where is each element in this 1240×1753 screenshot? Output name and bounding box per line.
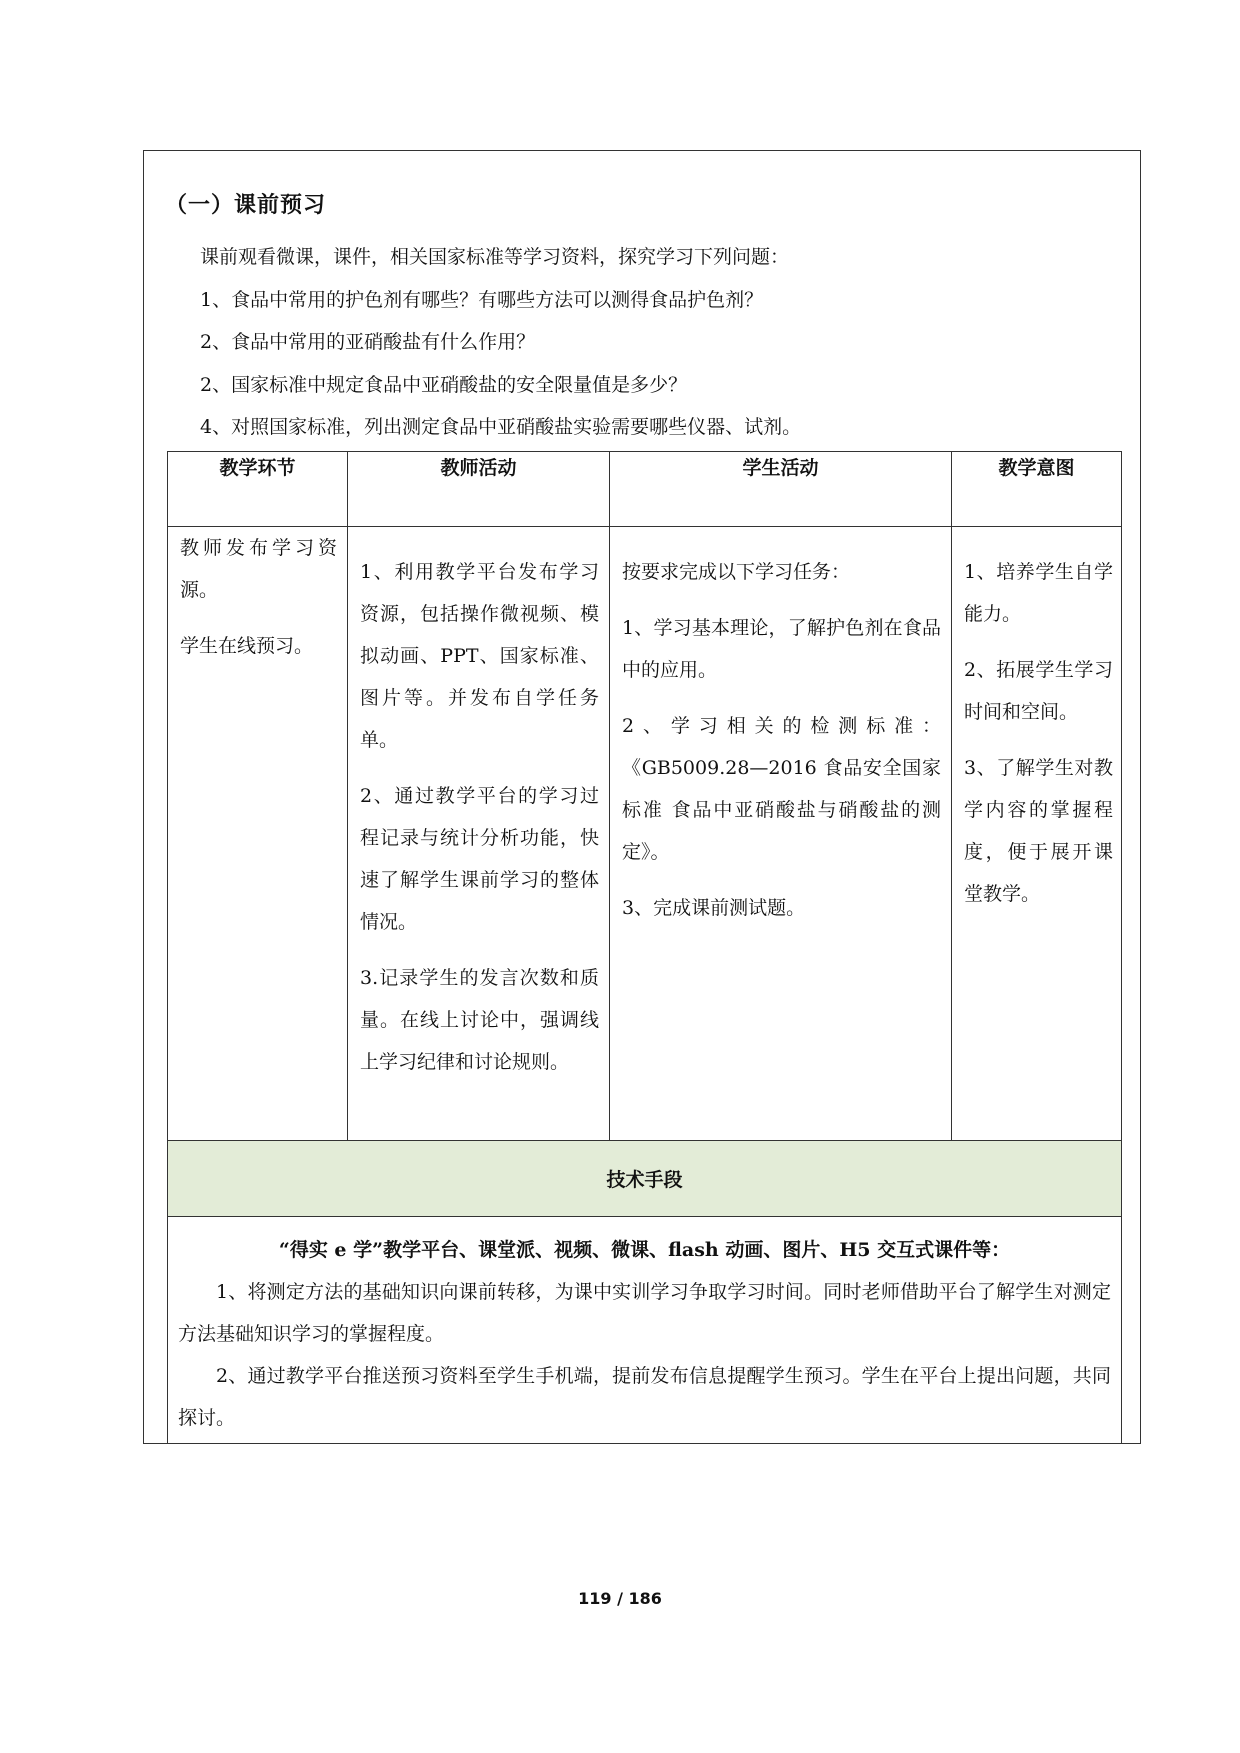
intro-text: 课前观看微课，课件，相关国家标准等学习资料，探究学习下列问题：: [200, 246, 790, 268]
question-item: 2、食品中常用的亚硝酸盐有什么作用？: [200, 331, 536, 353]
stage-text: 学生在线预习。: [180, 635, 314, 657]
tech-header-row: [168, 1141, 1122, 1217]
question-item: 2、国家标准中规定食品中亚硝酸盐的安全限量值是多少？: [200, 373, 688, 396]
teacher-activity-item: 3.记录学生的发言次数和质量。在线上讨论中，强调线上学习纪律和讨论规则。: [360, 967, 599, 1073]
student-activity-item: 3、完成课前测试题。: [622, 897, 806, 919]
stage-cell: [168, 527, 348, 1141]
teaching-intent-item: 1、培养学生自学能力。: [964, 561, 1113, 625]
tech-title: 技术手段: [168, 1141, 1122, 1217]
student-activity-item: 1、学习基本理论，了解护色剂在食品中的应用。: [622, 617, 941, 681]
header-student-activity: 学生活动: [610, 452, 952, 527]
teaching-intent-cell: [952, 527, 1122, 1141]
student-activity-item: 2、学习相关的检测标准：《GB5009.28—2016 食品安全国家标准 食品中亚硝酸盐与硝酸盐的测定》。: [622, 715, 941, 863]
page-number: 119 / 186: [578, 1589, 662, 1608]
tech-headline: “得实 e 学”教学平台、课堂派、视频、微课、flash 动画、图片、H5 交互式课件等：: [278, 1239, 1011, 1261]
teaching-intent-item: 2、拓展学生学习时间和空间。: [964, 659, 1113, 723]
question-item: 4、对照国家标准，列出测定食品中亚硝酸盐实验需要哪些仪器、试剂。: [200, 416, 802, 438]
preview-question-list: [200, 236, 801, 449]
teaching-plan-table: [167, 451, 1122, 1444]
tech-body-cell: [168, 1217, 1122, 1444]
header-stage: 教学环节: [168, 452, 348, 527]
tech-paragraph: 1、将测定方法的基础知识向课前转移，为课中实训学习争取学习时间。同时老师借助平台了解学生对测定方法基础知识学习的掌握程度。: [178, 1281, 1111, 1345]
teacher-activity-cell: [348, 527, 610, 1141]
student-activity-cell: [610, 527, 952, 1141]
teaching-intent-item: 3、了解学生对教学内容的掌握程度，便于展开课堂教学。: [964, 757, 1113, 905]
stage-text: 教师发布学习资源。: [180, 537, 337, 601]
question-item: 1、食品中常用的护色剂有哪些？有哪些方法可以测得食品护色剂？: [200, 288, 764, 311]
table-row: [168, 527, 1122, 1141]
section-title: （一）课前预习: [165, 193, 327, 218]
table-header-row: [168, 452, 1122, 527]
tech-paragraph: 2、通过教学平台推送预习资料至学生手机端，提前发布信息提醒学生预习。学生在平台上提出问题，共同探讨。: [178, 1365, 1111, 1429]
header-teaching-intent: 教学意图: [952, 452, 1122, 527]
teacher-activity-item: 2、通过教学平台的学习过程记录与统计分析功能，快速了解学生课前学习的整体情况。: [360, 785, 599, 933]
header-teacher-activity: 教师活动: [348, 452, 610, 527]
student-activity-item: 按要求完成以下学习任务：: [622, 561, 851, 583]
teacher-activity-item: 1、利用教学平台发布学习资源，包括操作微视频、模拟动画、PPT、国家标准、图片等。并发布自学任务单。: [360, 561, 599, 751]
tech-body-row: [168, 1217, 1122, 1444]
